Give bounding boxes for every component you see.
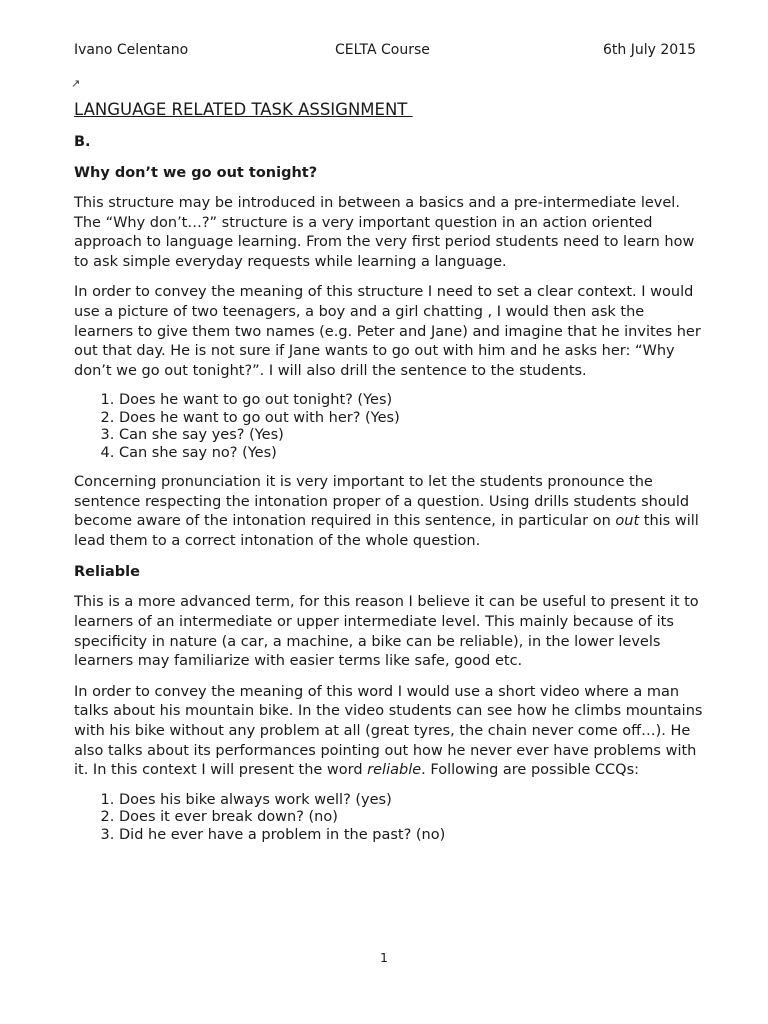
part1-heading: Why don’t we go out tonight?	[74, 165, 318, 181]
text-run: this will lead them to a correct intonation of the whole question.	[74, 513, 699, 549]
part1-ccq-list	[74, 392, 704, 462]
part1-paragraph-2: In order to convey the meaning of this structure I need to set a clear context. I would use a picture of two teenagers, a boy and a girl chatting , I would then ask the learners to give them two names (e.g. Peter and Jane) and imagine that he invites her out that day. He is not sure if Jane wants to go out with him and he asks her: “Why don’t we go out tonight?”. I will also drill the sentence to the students.	[74, 284, 701, 379]
section-label: B.	[74, 134, 91, 150]
part2-paragraph-2	[74, 683, 704, 781]
header-course: CELTA Course	[335, 42, 430, 58]
part1-paragraph-1: This structure may be introduced in between a basics and a pre-intermediate level. The “Why don’t…?” structure is a very important question in an action oriented approach to language learning. From the very first period students need to learn how to ask simple everyday requests while learning a language.	[74, 195, 695, 270]
header-author: Ivano Celentano	[74, 42, 189, 58]
list-item: 4. Can she say no? (Yes)	[119, 445, 704, 462]
header-date: 6th July 2015	[603, 42, 696, 58]
list-item: 3. Can she say yes? (Yes)	[119, 427, 704, 444]
emphasis-out: out	[615, 513, 640, 530]
text-run: Concerning pronunciation it is very important to let the students pronounce the sentence respecting the intonation proper of a question. Using drills students should become aware of the intonation required in this sentence, in particular on	[74, 473, 690, 530]
list-item: 2. Does it ever break down? (no)	[119, 809, 704, 826]
part2-paragraph-1: This is a more advanced term, for this reason I believe it can be useful to present it to learners of an intermediate or upper intermediate level. This mainly because of its specificity in nature (a car, a machine, a bike can be reliable), in the lower levels learners may familiarize with easier terms like safe, good etc.	[74, 594, 699, 670]
part2-heading: Reliable	[74, 564, 140, 581]
list-item: 2. Does he want to go out with her? (Yes)	[119, 410, 704, 427]
document-title: LANGUAGE RELATED TASK ASSIGNMENT	[74, 100, 413, 119]
list-item: 3. Did he ever have a problem in the past? (no)	[119, 827, 704, 844]
page-number: 1	[380, 950, 388, 965]
list-item: 1. Does his bike always work well? (yes)	[119, 792, 704, 809]
emphasis-reliable: reliable	[367, 762, 422, 779]
anchor-mark: ↗	[71, 77, 81, 90]
text-run: In order to convey the meaning of this word I would use a short video where a man talks about his mountain bike. In the video students can see how he climbs mountains with his bike without any problem at all (great tyres, the chain never come off…). He also talks about its performances pointing out how he never ever have problems with it. In this context I will present the word	[74, 683, 703, 779]
list-item: 1. Does he want to go out tonight? (Yes)	[119, 392, 704, 409]
document-body	[74, 100, 704, 855]
part2-ccq-list	[74, 792, 704, 844]
part1-paragraph-3	[74, 473, 704, 551]
text-run: . Following are possible CCQs:	[421, 762, 640, 779]
